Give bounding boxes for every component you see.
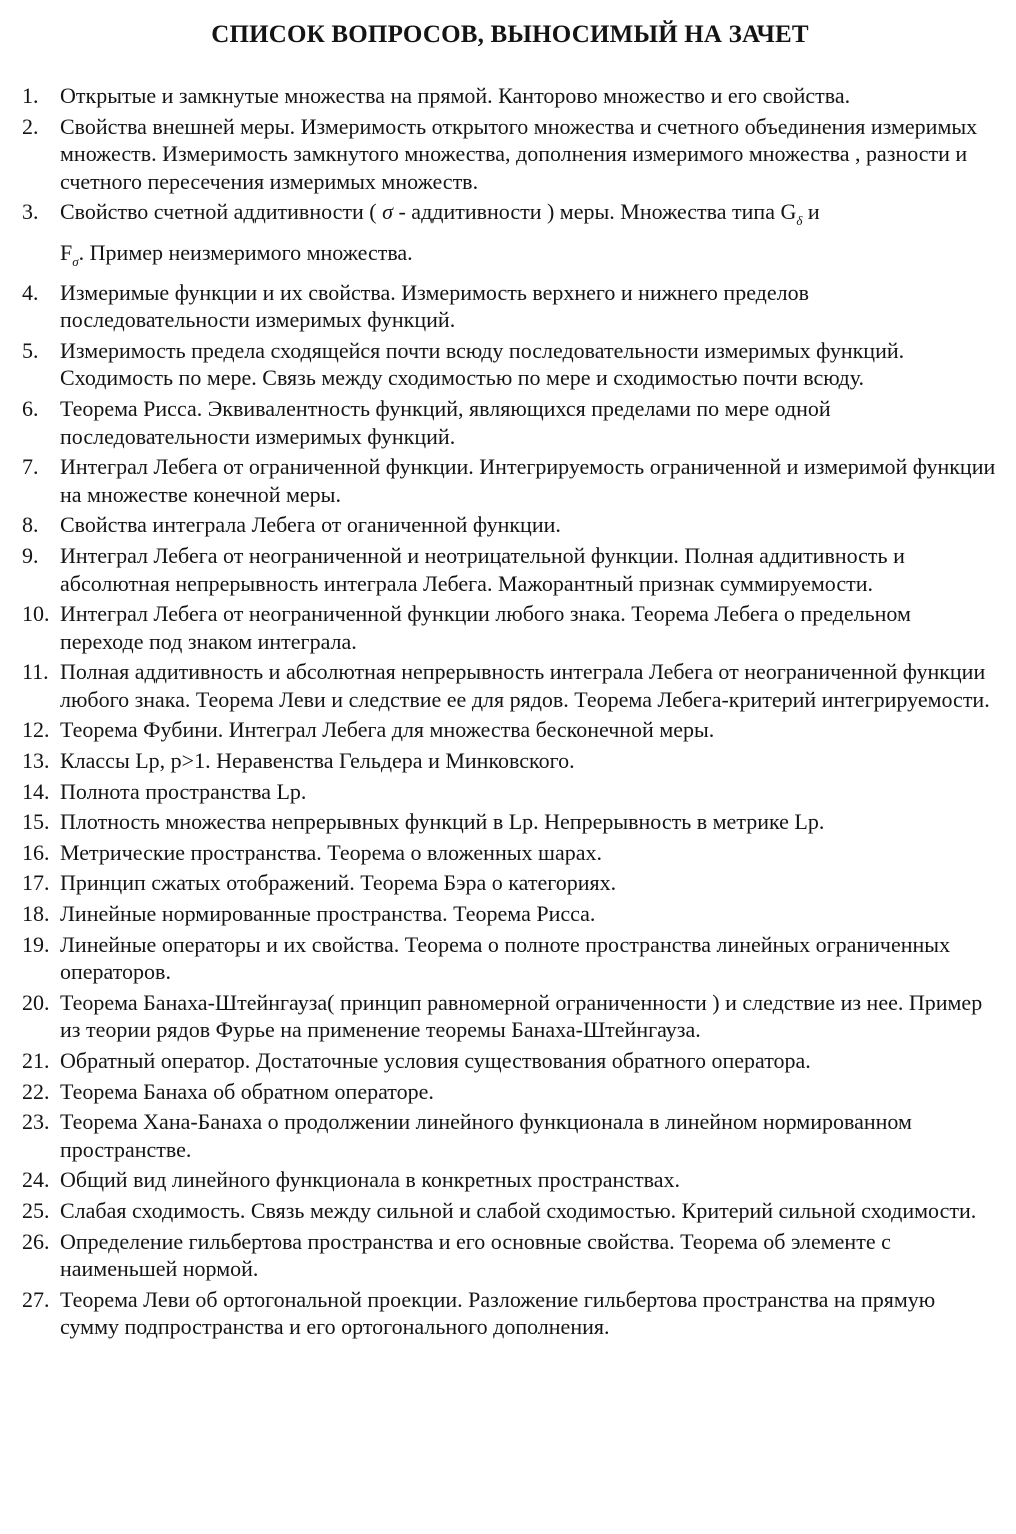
question-text: Линейные операторы и их свойства. Теорема о полноте пространства линейных ограниченных операторов. [60,931,951,985]
question-text: Определение гильбертова пространства и его основные свойства. Теорема об элементе с наименьшей нормой. [60,1228,891,1282]
question-text-part: и [807,199,820,225]
question-text: Теорема Хана-Банаха о продолжении линейного функционала в линейном нормированном пространстве. [60,1109,912,1162]
question-text: Принцип сжатых отображений. Теорема Бэра о категориях. [60,870,617,896]
question-text: Интеграл Лебега от ограниченной функции. Интегрируемость ограниченной и измеримой функции на множестве конечной меры. [60,454,996,507]
question-number: 14. [22,778,50,804]
question-number: 17. [22,870,50,896]
list-item [22,1228,998,1283]
list-item [22,453,998,508]
list-item [22,658,998,713]
sigma-symbol: σ [382,199,393,225]
question-number: 26. [22,1228,50,1254]
list-item [22,778,998,806]
question-text: Измеримые функции и их свойства. Измеримость верхнего и нижнего пределов последовательности измеримых функций. [60,279,809,333]
question-list [22,82,998,1341]
list-item [22,1166,998,1194]
question-number: 9. [22,542,39,568]
list-item [22,279,998,334]
list-item [22,1078,998,1106]
question-text: Общий вид линейного функционала в конкретных пространствах. [60,1167,681,1193]
question-text: Свойства внешней меры. Измеримость открытого множества и счетного объединения измеримых множеств. Измеримость замкнутого множества, дополнения измеримого множества , разности и счетного пересечения измеримых множеств. [60,113,978,194]
page-title: СПИСОК ВОПРОСОВ, ВЫНОСИМЫЙ НА ЗАЧЕТ [211,21,809,48]
list-item [22,395,998,450]
list-item [22,931,998,986]
f-symbol: F [60,239,73,265]
list-item [22,747,998,775]
question-text [60,198,998,275]
question-text: Открытые и замкнутые множества на прямой. Канторово множество и его свойства. [60,83,851,108]
sigma-subscript: σ [72,253,79,269]
list-item [22,600,998,655]
list-item [22,82,998,110]
question-number: 27. [22,1286,50,1312]
question-text: Классы Lp, p>1. Неравенства Гельдера и Минковского. [60,748,575,774]
question-text: Интеграл Лебега от неограниченной и неотрицательной функции. Полная аддитивность и абсолютная непрерывность интеграла Лебега. Мажорантный признак суммируемости. [60,542,905,596]
question-text: Теорема Банаха-Штейнгауза( принцип равномерной ограниченности ) и следствие из нее. Пример из теории рядов Фурье на применение теоремы Банаха-Штейнгауза. [60,989,983,1043]
question-number: 1. [22,83,39,108]
question-text: Теорема Банаха об обратном операторе. [60,1078,434,1104]
list-item [22,113,998,196]
list-item [22,1047,998,1075]
list-item [22,808,998,836]
question-text: Обратный оператор. Достаточные условия существования обратного оператора. [60,1048,811,1073]
question-text-part: Свойство счетной аддитивности ( [60,199,377,225]
question-text: Теорема Леви об ортогональной проекции. Разложение гильбертова пространства на прямую сумму подпространства и его ортогонального дополнения. [60,1286,936,1340]
question-number: 21. [22,1048,50,1073]
question-number: 11. [22,659,49,685]
question-number: 23. [22,1109,50,1135]
question-number: 4. [22,279,39,305]
list-item [22,839,998,867]
question-text: Теорема Фубини. Интеграл Лебега для множества бесконечной меры. [60,717,715,743]
question-number: 22. [22,1078,50,1104]
list-item [22,716,998,744]
question-number: 12. [22,717,50,743]
question-number: 3. [22,199,39,225]
question-number: 20. [22,989,50,1015]
question-number: 2. [22,113,39,139]
list-item [22,900,998,928]
question-number: 13. [22,748,50,774]
question-number: 15. [22,809,50,835]
list-item [22,869,998,897]
question-number: 10. [22,601,50,627]
question-text: Метрические пространства. Теорема о вложенных шарах. [60,839,602,865]
list-item [22,511,998,539]
question-number: 18. [22,901,50,927]
question-number: 8. [22,512,39,538]
question-text: Полная аддитивность и абсолютная непрерывность интеграла Лебега от неограниченной функции любого знака. Теорема Леви и следствие ее для рядов. Теорема Лебега-критерий интегрируемости. [60,659,990,712]
question-text: Свойства интеграла Лебега от оганиченной функции. [60,512,561,538]
question-text: Плотность множества непрерывных функций в Lp. Непрерывность в метрике Lp. [60,809,825,835]
question-text-line [60,239,998,276]
list-item [22,1108,998,1163]
question-text: Измеримость предела сходящейся почти всюду последовательности измеримых функций. Сходимость по мере. Связь между сходимостью по мере и сходимостью почти всюду. [60,337,905,391]
question-text: Полнота пространства Lp. [60,778,307,804]
question-number: 24. [22,1167,50,1193]
question-text: Интеграл Лебега от неограниченной функции любого знака. Теорема Лебега о предельном переходе под знаком интеграла. [60,601,911,654]
question-number: 25. [22,1197,50,1223]
list-item [22,542,998,597]
question-text: Слабая сходимость. Связь между сильной и слабой сходимостью. Критерий сильной сходимости. [60,1197,977,1223]
question-text-part: . Пример неизмеримого множества. [78,239,413,265]
list-item [22,1286,998,1341]
question-text: Теорема Рисса. Эквивалентность функций, являющихся пределами по мере одной последовательности измеримых функций. [60,395,831,449]
list-item [22,198,998,275]
question-number: 19. [22,931,50,957]
question-number: 16. [22,839,50,865]
question-number: 6. [22,395,39,421]
question-number: 5. [22,337,39,363]
list-item [22,989,998,1044]
question-number: 7. [22,454,39,480]
question-text-part: - аддитивности ) меры. Множества типа G [398,199,797,225]
delta-subscript: δ [796,213,803,229]
list-item [22,337,998,392]
question-text: Линейные нормированные пространства. Теорема Рисса. [60,901,596,927]
list-item [22,1197,998,1225]
